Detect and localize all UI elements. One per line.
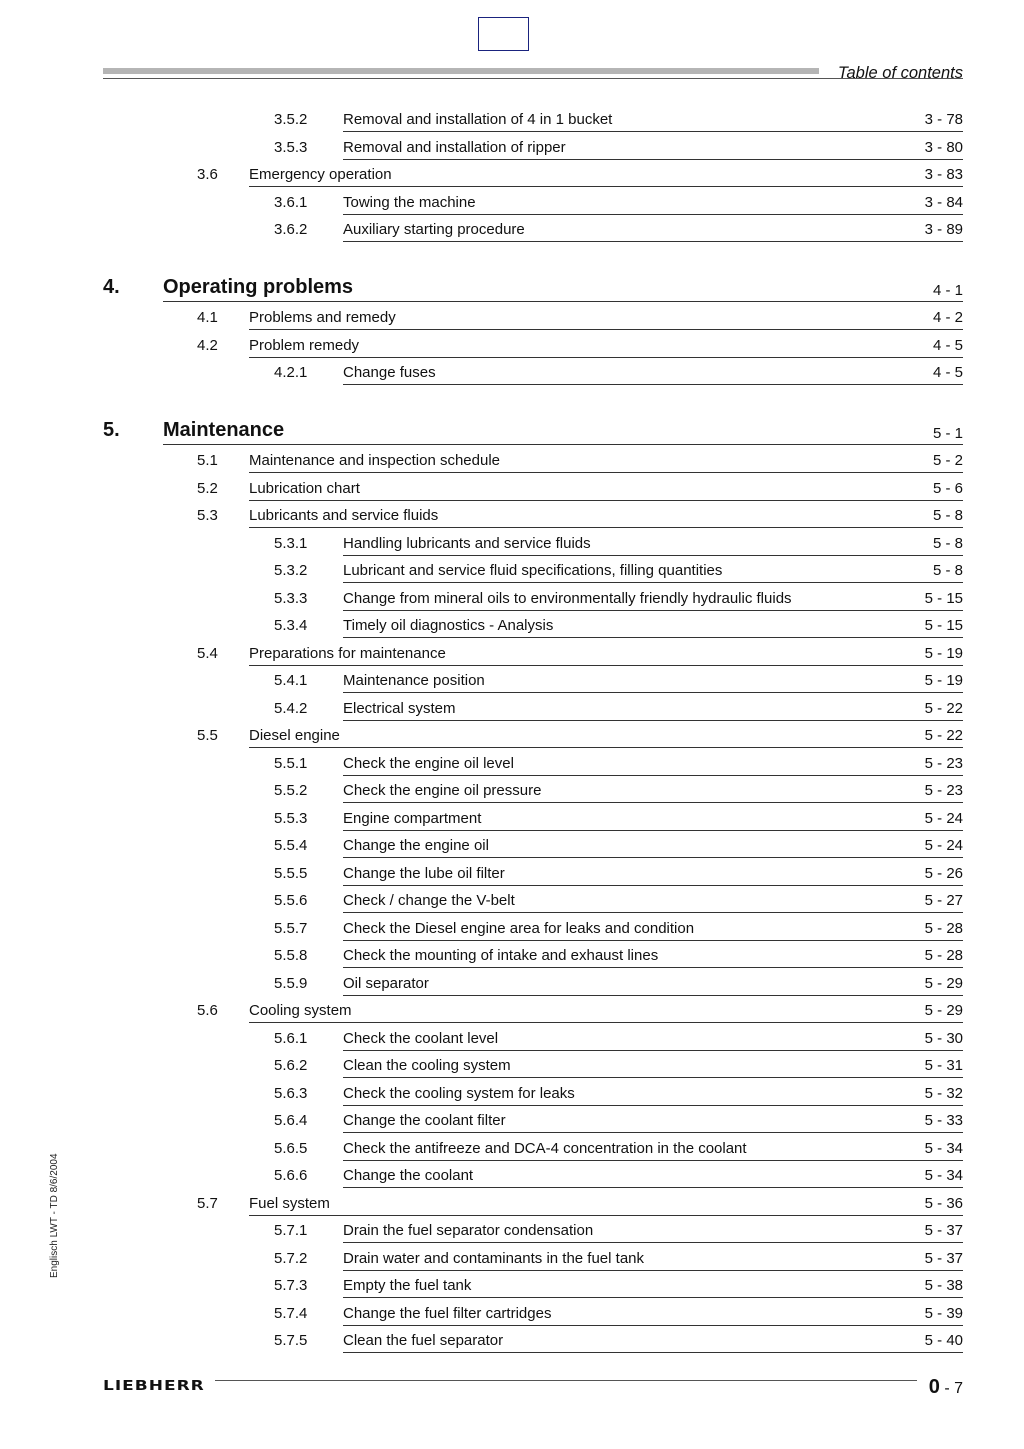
toc-entry-number: 3.5.3 [274,138,308,156]
toc-entry-page: 5 - 29 [924,974,963,992]
toc-entry-row[interactable] [0,219,1024,246]
toc-entry-underline [249,527,963,528]
toc-entry-page: 5 - 1 [932,424,963,442]
toc-entry-number: 5.5.8 [274,947,308,964]
toc-entry-page: 5 - 29 [924,1002,963,1019]
toc-entry-underline [343,720,963,721]
toc-entry-title: Fuel system [249,1194,330,1212]
toc-entry-underline [343,1297,963,1298]
toc-entry-underline [343,1160,963,1161]
toc-entry-number: 5.5 [197,727,218,744]
toc-entry-title: Auxiliary starting procedure [343,221,525,238]
toc-entry-title: Change the engine oil [343,837,489,854]
toc-entry-title: Change from mineral oils to environmentally friendly hydraulic fluids [343,589,792,607]
toc-entry-title: Check the mounting of intake and exhaust lines [343,947,659,964]
toc-entry-title: Check / change the V-belt [343,892,515,909]
toc-entry-page: 5 - 39 [924,1304,963,1322]
toc-entry-title: Handling lubricants and service fluids [343,534,591,552]
toc-entry-row[interactable] [0,560,1024,587]
page-suffix: - 7 [939,1380,963,1397]
toc-entry-number: 5.3.3 [274,589,308,607]
toc-entry-number: 5.5.2 [274,782,308,799]
toc-entry-title: Maintenance and inspection schedule [249,452,501,469]
toc-entry-page: 4 - 5 [932,364,963,381]
toc-entry-title: Change the coolant [343,1167,474,1184]
toc-entry-page: 3 - 89 [924,221,963,238]
toc-entry-title: Change fuses [343,364,436,381]
toc-entry-title: Check the engine oil pressure [343,782,542,799]
toc-entry-number: 3.6.2 [274,221,308,238]
toc-entry-number: 5.7.2 [274,1249,308,1267]
toc-entry-page: 5 - 30 [924,1029,963,1047]
footer-rule [215,1380,917,1381]
toc-entry-row[interactable] [0,918,1024,945]
toc-entry-title: Maintenance position [343,672,485,689]
toc-entry-row[interactable] [0,1165,1024,1192]
toc-entry-title: Check the antifreeze and DCA-4 concentration in the coolant [343,1139,747,1157]
toc-entry-number: 5.3.4 [274,617,308,634]
toc-entry-page: 5 - 40 [924,1332,963,1349]
toc-entry-underline [343,692,963,693]
toc-entry-number: 5.2 [197,479,218,497]
toc-chapter-row[interactable] [0,275,1024,307]
toc-entry-number: 3.5.2 [274,111,308,128]
toc-entry-number: 5.3.1 [274,534,308,552]
toc-entry-title: Change the fuel filter cartridges [343,1304,552,1322]
toc-entry-title: Drain the fuel separator condensation [343,1222,594,1239]
toc-entry-number: 5.4.2 [274,699,308,717]
toc-entry-title: Maintenance [163,418,285,441]
toc-entry-title: Removal and installation of 4 in 1 bucket [343,111,613,128]
toc-entry-title: Empty the fuel tank [343,1277,472,1294]
toc-entry-underline [343,555,963,556]
toc-entry-number: 5.6.4 [274,1112,308,1129]
toc-entry-row[interactable] [0,1028,1024,1055]
toc-entry-row[interactable] [0,164,1024,191]
toc-entry-underline [343,384,963,385]
toc-entry-underline [249,1022,963,1023]
toc-entry-page: 5 - 24 [924,809,963,827]
toc-entry-page: 5 - 2 [932,452,963,469]
toc-entry-title: Timely oil diagnostics - Analysis [343,617,554,634]
toc-entry-number: 5.4.1 [274,672,308,689]
toc-entry-row[interactable] [0,1275,1024,1302]
toc-entry-underline [343,802,963,803]
toc-entry-underline [343,637,963,638]
page-number [929,1376,963,1399]
toc-entry-underline [249,1215,963,1216]
toc-entry-number: 5.5.6 [274,892,308,909]
toc-entry-underline [343,1050,963,1051]
toc-entry-row[interactable] [0,450,1024,477]
toc-entry-number: 5.5.4 [274,837,308,854]
toc-entry-row[interactable] [0,137,1024,164]
toc-entry-number: 5.5.9 [274,974,308,992]
toc-entry-number: 5.7 [197,1194,218,1212]
toc-entry-row[interactable] [0,505,1024,532]
toc-entry-row[interactable] [0,808,1024,835]
toc-entry-underline [343,967,963,968]
toc-entry-row[interactable] [0,192,1024,219]
toc-entry-number: 5.5.7 [274,919,308,937]
toc-entry-row[interactable] [0,362,1024,389]
toc-entry-number: 5.6.3 [274,1084,308,1102]
toc-entry-page: 5 - 26 [924,864,963,882]
toc-entry-underline [343,857,963,858]
toc-entry-title: Clean the fuel separator [343,1332,504,1349]
toc-entry-underline [163,301,963,302]
toc-entry-number: 5.5.1 [274,754,308,772]
toc-entry-number: 4.1 [197,309,218,326]
toc-entry-page: 5 - 28 [924,919,963,937]
toc-entry-row[interactable] [0,753,1024,780]
toc-entry-row[interactable] [0,588,1024,615]
toc-entry-row[interactable] [0,1303,1024,1330]
toc-entry-underline [343,830,963,831]
toc-entry-page: 5 - 19 [924,644,963,662]
toc-entry-number: 5.6.5 [274,1139,308,1157]
toc-entry-title: Removal and installation of ripper [343,138,566,156]
toc-entry-underline [343,131,963,132]
toc-entry-page: 5 - 15 [924,589,963,607]
toc-entry-row[interactable] [0,643,1024,670]
toc-entry-row[interactable] [0,533,1024,560]
toc-entry-underline [343,1270,963,1271]
toc-entry-title: Check the cooling system for leaks [343,1084,575,1102]
toc-entry-title: Cooling system [249,1002,352,1019]
toc-entry-row[interactable] [0,1000,1024,1027]
toc-entry-page: 3 - 78 [924,111,963,128]
toc-entry-number: 5.6.2 [274,1057,308,1074]
toc-entry-page: 5 - 33 [924,1112,963,1129]
toc-entry-number: 4.2.1 [274,364,308,381]
toc-entry-row[interactable] [0,780,1024,807]
toc-entry-underline [343,1352,963,1353]
toc-entry-title: Check the coolant level [343,1029,499,1047]
toc-entry-page: 5 - 32 [924,1084,963,1102]
toc-entry-title: Electrical system [343,699,456,717]
toc-entry-page: 5 - 22 [924,727,963,744]
toc-entry-underline [343,241,963,242]
toc-entry-page: 5 - 37 [924,1249,963,1267]
toc-entry-row[interactable] [0,1220,1024,1247]
toc-entry-underline [343,995,963,996]
toc-entry-number: 5.5.5 [274,864,308,882]
toc-entry-underline [343,582,963,583]
toc-entry-number: 3.6 [197,166,218,183]
toc-entry-title: Change the coolant filter [343,1112,506,1129]
toc-entry-underline [343,1325,963,1326]
toc-entry-underline [343,912,963,913]
toc-entry-row[interactable] [0,945,1024,972]
toc-entry-underline [249,665,963,666]
toc-entry-title: Clean the cooling system [343,1057,511,1074]
toc-entry-title: Engine compartment [343,809,482,827]
toc-entry-number: 5.7.3 [274,1277,308,1294]
toc-entry-row[interactable] [0,890,1024,917]
toc-entry-underline [249,329,963,330]
toc-entry-row[interactable] [0,863,1024,890]
toc-entry-title: Emergency operation [249,166,392,183]
toc-entry-page: 5 - 24 [924,837,963,854]
toc-entry-number: 5.6.6 [274,1167,308,1184]
toc-entry-underline [343,885,963,886]
page-title: Table of contents [837,64,963,82]
toc-entry-page: 5 - 19 [924,672,963,689]
toc-entry-number: 5.1 [197,452,218,469]
toc-entry-underline [343,159,963,160]
toc-entry-title: Lubrication chart [249,479,360,497]
toc-entry-page: 5 - 8 [932,534,963,552]
toc-entry-row[interactable] [0,1330,1024,1357]
toc-entry-underline [249,186,963,187]
document-side-note: Englisch LWT - TD 8/6/2004 [49,1153,60,1278]
toc-entry-page: 5 - 6 [932,479,963,497]
toc-entry-underline [343,940,963,941]
toc-entry-row[interactable] [0,1110,1024,1137]
toc-entry-number: 5.7.4 [274,1304,308,1322]
toc-entry-number: 5.5.3 [274,809,308,827]
toc-entry-number: 5.4 [197,644,218,662]
toc-entry-underline [249,500,963,501]
toc-entry-row[interactable] [0,670,1024,697]
toc-entry-row[interactable] [0,973,1024,1000]
toc-entry-page: 5 - 23 [924,782,963,799]
toc-entry-underline [343,1105,963,1106]
toc-entry-page: 3 - 84 [924,193,963,211]
toc-entry-row[interactable] [0,1083,1024,1110]
toc-entry-underline [249,357,963,358]
toc-entry-page: 5 - 31 [924,1057,963,1074]
toc-entry-row[interactable] [0,109,1024,136]
toc-entry-row[interactable] [0,698,1024,725]
toc-entry-page: 4 - 1 [932,281,963,299]
toc-entry-title: Drain water and contaminants in the fuel tank [343,1249,645,1267]
toc-entry-page: 5 - 38 [924,1277,963,1294]
page-chapter: 0 [928,1376,940,1398]
toc-entry-number: 5. [103,418,120,441]
toc-entry-underline [343,610,963,611]
toc-entry-page: 5 - 27 [924,892,963,909]
toc-entry-title: Problem remedy [249,336,360,354]
toc-entry-title: Diesel engine [249,727,340,744]
toc-entry-page: 5 - 34 [924,1139,963,1157]
toc-entry-row[interactable] [0,1248,1024,1275]
toc-entry-title: Problems and remedy [249,309,396,326]
header-bar [103,68,819,74]
toc-entry-number: 5.6.1 [274,1029,308,1047]
toc-entry-number: 4. [103,275,120,298]
toc-entry-underline [249,747,963,748]
toc-entry-underline [163,444,963,445]
toc-entry-title: Preparations for maintenance [249,644,446,662]
toc-entry-page: 4 - 2 [932,309,963,326]
toc-entry-page: 5 - 34 [924,1167,963,1184]
toc-entry-underline [343,1132,963,1133]
toc-entry-row[interactable] [0,1055,1024,1082]
brand-logo: LIEBHERR [103,1378,205,1394]
toc-entry-number: 5.7.1 [274,1222,308,1239]
toc-entry-title: Check the engine oil level [343,754,514,772]
toc-entry-underline [343,1187,963,1188]
toc-entry-page: 5 - 23 [924,754,963,772]
toc-entry-number: 3.6.1 [274,193,308,211]
toc-entry-underline [343,1077,963,1078]
header-frame-box [478,17,529,51]
toc-entry-underline [343,775,963,776]
toc-entry-page: 5 - 36 [924,1194,963,1212]
toc-entry-page: 3 - 83 [924,166,963,183]
toc-entry-row[interactable] [0,1138,1024,1165]
toc-entry-title: Lubricants and service fluids [249,507,439,524]
toc-entry-underline [343,214,963,215]
toc-entry-title: Check the Diesel engine area for leaks and condition [343,919,695,937]
toc-entry-page: 5 - 28 [924,947,963,964]
toc-entry-underline [249,472,963,473]
toc-entry-number: 5.6 [197,1002,218,1019]
header-rule [103,78,963,79]
toc-entry-row[interactable] [0,335,1024,362]
toc-entry-row[interactable] [0,835,1024,862]
toc-entry-number: 4.2 [197,336,218,354]
toc-entry-page: 4 - 5 [932,336,963,354]
toc-entry-number: 5.3.2 [274,562,308,579]
toc-entry-title: Operating problems [163,275,354,298]
toc-entry-underline [343,1242,963,1243]
toc-entry-page: 3 - 80 [924,138,963,156]
toc-entry-row[interactable] [0,615,1024,642]
toc-entry-page: 5 - 22 [924,699,963,717]
toc-entry-page: 5 - 8 [932,562,963,579]
toc-entry-number: 5.7.5 [274,1332,308,1349]
toc-entry-number: 5.3 [197,507,218,524]
toc-entry-title: Towing the machine [343,193,476,211]
toc-entry-row[interactable] [0,725,1024,752]
toc-entry-row[interactable] [0,478,1024,505]
toc-entry-row[interactable] [0,1193,1024,1220]
toc-entry-title: Oil separator [343,974,429,992]
toc-entry-row[interactable] [0,307,1024,334]
toc-entry-title: Change the lube oil filter [343,864,505,882]
toc-entry-page: 5 - 37 [924,1222,963,1239]
toc-entry-page: 5 - 15 [924,617,963,634]
toc-entry-title: Lubricant and service fluid specifications, filling quantities [343,562,723,579]
toc-chapter-row[interactable] [0,418,1024,450]
toc-entry-page: 5 - 8 [932,507,963,524]
